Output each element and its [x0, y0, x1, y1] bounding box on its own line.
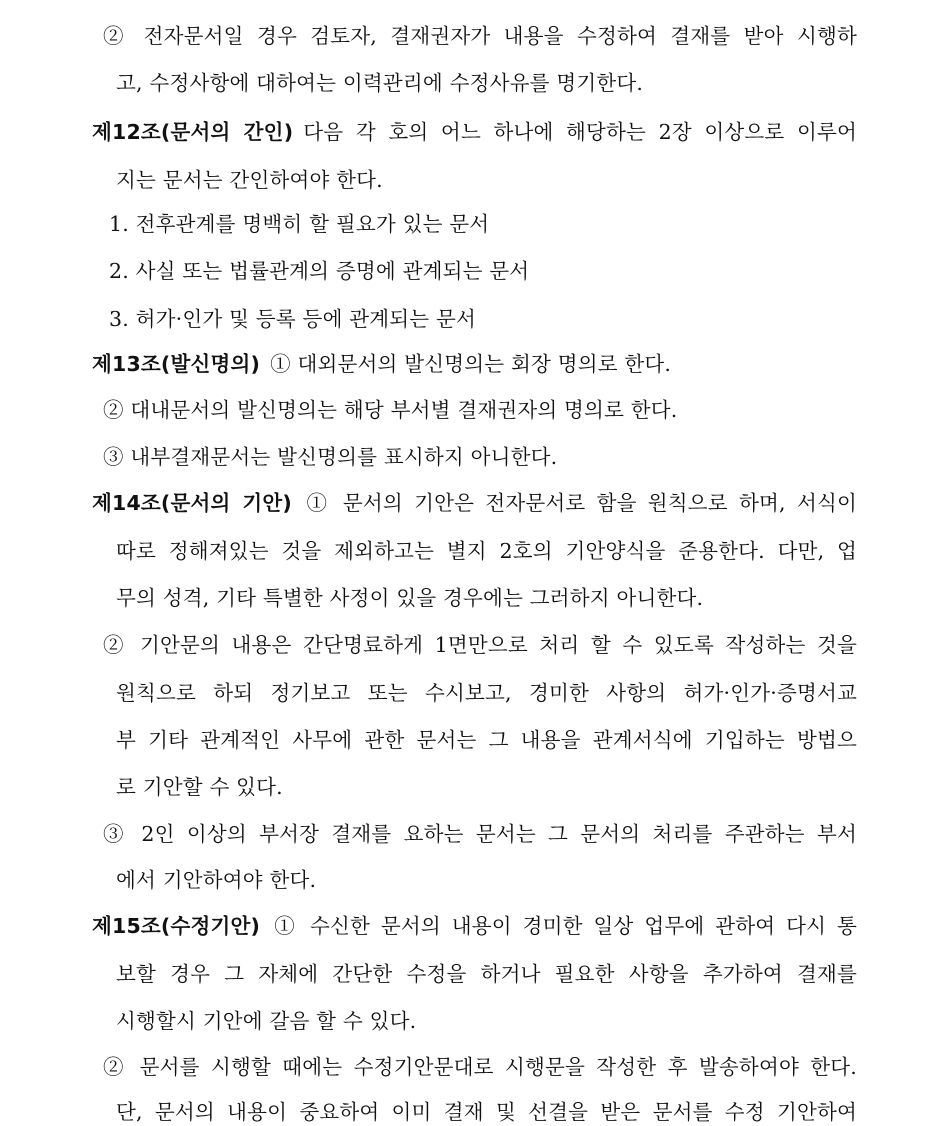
- paragraph-line: 무의 성격, 기타 특별한 사정이 있을 경우에는 그러하지 아니한다.: [116, 586, 704, 610]
- paragraph-line: ② 기안문의 내용은 간단명료하게 1면만으로 처리 할 수 있도록 작성하는 것을: [103, 633, 857, 657]
- paragraph-line: ③ 내부결재문서는 발신명의를 표시하지 아니한다.: [103, 445, 558, 469]
- article-14-text: ① 문서의 기안은 전자문서로 함을 원칙으로 하며, 서식이: [301, 491, 857, 515]
- article-13-text: ① 대외문서의 발신명의는 회장 명의로 한다.: [270, 352, 672, 376]
- article-15-line: [92, 912, 857, 940]
- article-14-line: [92, 489, 857, 517]
- paragraph-line: ② 문서를 시행할 때에는 수정기안문대로 시행문을 작성한 후 발송하여야 한다.: [103, 1055, 857, 1079]
- article-15-text: ① 수신한 문서의 내용이 경미한 일상 업무에 관하여 다시 통: [270, 914, 857, 938]
- article-13-line: [92, 350, 671, 378]
- list-item: 1. 전후관계를 명백히 할 필요가 있는 문서: [109, 212, 490, 236]
- paragraph-line: 단, 문서의 내용이 중요하여 이미 결재 및 선결을 받은 문서를 수정 기안하여: [116, 1100, 857, 1124]
- article-13-heading: 제13조(발신명의): [92, 352, 261, 376]
- article-14-heading: 제14조(문서의 기안): [92, 491, 292, 515]
- paragraph-line: ② 전자문서일 경우 검토자, 결재권자가 내용을 수정하여 결재를 받아 시행하: [103, 24, 857, 48]
- paragraph-line: 원칙으로 하되 정기보고 또는 수시보고, 경미한 사항의 허가·인가·증명서교: [116, 681, 857, 705]
- paragraph-line: 따로 정해져있는 것을 제외하고는 별지 2호의 기안양식을 준용한다. 다만, 업: [116, 539, 857, 563]
- paragraph-line: 고, 수정사항에 대하여는 이력관리에 수정사유를 명기한다.: [116, 71, 644, 95]
- paragraph-line: 로 기안할 수 있다.: [116, 775, 283, 799]
- list-item: 3. 허가·인가 및 등록 등에 관계되는 문서: [109, 307, 477, 331]
- article-12-line: [92, 118, 857, 146]
- paragraph-line: 보할 경우 그 자체에 간단한 수정을 하거나 필요한 사항을 추가하여 결재를: [116, 962, 857, 986]
- list-item: 2. 사실 또는 법률관계의 증명에 관계되는 문서: [109, 259, 530, 283]
- paragraph-line: ② 대내문서의 발신명의는 해당 부서별 결재권자의 명의로 한다.: [103, 398, 678, 422]
- paragraph-line: 에서 기안하여야 한다.: [116, 868, 317, 892]
- article-12-heading: 제12조(문서의 간인): [92, 120, 294, 144]
- paragraph-line: ③ 2인 이상의 부서장 결재를 요하는 문서는 그 문서의 처리를 주관하는 부서: [103, 822, 857, 846]
- paragraph-line: 부 기타 관계적인 사무에 관한 문서는 그 내용을 관계서식에 기입하는 방법으: [116, 728, 857, 752]
- article-12-text: 다음 각 호의 어느 하나에 해당하는 2장 이상으로 이루어: [303, 120, 857, 144]
- article-15-heading: 제15조(수정기안): [92, 914, 261, 938]
- paragraph-line: 지는 문서는 간인하여야 한다.: [116, 168, 383, 192]
- paragraph-line: 시행할시 기안에 갈음 할 수 있다.: [116, 1009, 417, 1033]
